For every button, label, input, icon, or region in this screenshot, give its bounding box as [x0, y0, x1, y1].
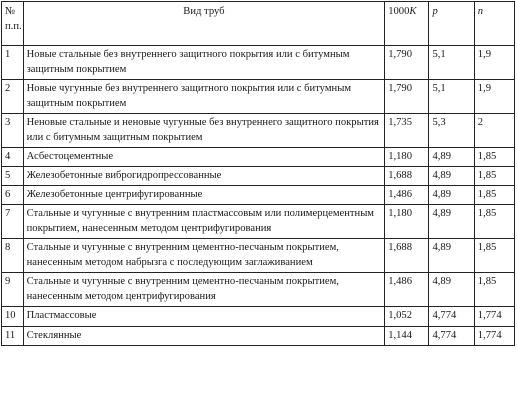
coefficient-n-cell: 1,85 [474, 273, 514, 307]
coefficient-k-cell: 1,144 [385, 326, 429, 345]
row-number-cell: 3 [2, 114, 24, 148]
table-row [2, 148, 515, 167]
table-row [2, 326, 515, 345]
coefficient-k-cell: 1,688 [385, 167, 429, 186]
table-row [2, 167, 515, 186]
coefficient-p-cell: 4,89 [429, 186, 474, 205]
row-number-cell: 10 [2, 307, 24, 326]
coefficient-k-cell: 1,790 [385, 46, 429, 80]
pipe-type-cell: Новые чугунные без внутреннего защитного покрытия или с битумным защитным покрытием [23, 80, 385, 114]
table-row [2, 205, 515, 239]
pipe-type-cell: Железобетонные виброгидропрессованные [23, 167, 385, 186]
row-number-cell: 5 [2, 167, 24, 186]
pipe-type-cell: Стальные и чугунные с внутренним цементно-песчаным покрытием, нанесенным методом центрифугирования [23, 273, 385, 307]
header-coefficient-k [385, 2, 429, 46]
coefficient-n-cell: 1,774 [474, 326, 514, 345]
coefficient-p-cell: 4,89 [429, 167, 474, 186]
coefficient-p-cell: 5,1 [429, 46, 474, 80]
row-number-cell: 9 [2, 273, 24, 307]
table-row [2, 80, 515, 114]
coefficient-p-cell: 4,89 [429, 239, 474, 273]
coefficient-n-cell: 2 [474, 114, 514, 148]
pipe-type-cell: Пластмассовые [23, 307, 385, 326]
header-number-abbrev: п.п. [5, 21, 22, 33]
pipe-type-cell: Новые стальные без внутреннего защитного покрытия или с битумным защитным покрытием [23, 46, 385, 80]
coefficient-n-cell: 1,85 [474, 239, 514, 273]
header-coefficient-n: n [474, 2, 514, 46]
coefficient-p-cell: 5,1 [429, 80, 474, 114]
coefficient-n-cell: 1,9 [474, 80, 514, 114]
header-coefficient-p: p [429, 2, 474, 46]
pipe-type-cell: Стальные и чугунные с внутренним пластмассовым или полимерцементным покрытием, нанесенным методом центрифугирования [23, 205, 385, 239]
coefficient-k-cell: 1,180 [385, 148, 429, 167]
coefficient-k-cell: 1,688 [385, 239, 429, 273]
header-number-symbol: № [5, 6, 16, 17]
coefficient-k-cell: 1,790 [385, 80, 429, 114]
coefficient-p-cell: 4,89 [429, 148, 474, 167]
pipe-coefficients-table [1, 1, 515, 346]
coefficient-n-cell: 1,85 [474, 205, 514, 239]
header-number [2, 2, 24, 46]
coefficient-k-cell: 1,486 [385, 186, 429, 205]
coefficient-k-cell: 1,052 [385, 307, 429, 326]
coefficient-k-cell: 1,486 [385, 273, 429, 307]
row-number-cell: 4 [2, 148, 24, 167]
table-row [2, 114, 515, 148]
row-number-cell: 7 [2, 205, 24, 239]
coefficient-n-cell: 1,85 [474, 167, 514, 186]
row-number-cell: 11 [2, 326, 24, 345]
coefficient-n-cell: 1,85 [474, 148, 514, 167]
coefficient-p-cell: 5,3 [429, 114, 474, 148]
table-row [2, 46, 515, 80]
header-k-prefix: 1000 [388, 6, 410, 17]
coefficient-k-cell: 1,180 [385, 205, 429, 239]
pipe-type-cell: Железобетонные центрифугированные [23, 186, 385, 205]
table-header-row [2, 2, 515, 46]
coefficient-p-cell: 4,774 [429, 326, 474, 345]
coefficient-k-cell: 1,735 [385, 114, 429, 148]
coefficient-p-cell: 4,89 [429, 205, 474, 239]
header-k-variable: K [409, 6, 417, 17]
header-pipe-type: Вид труб [23, 2, 385, 46]
coefficient-n-cell: 1,85 [474, 186, 514, 205]
row-number-cell: 1 [2, 46, 24, 80]
pipe-type-cell: Асбестоцементные [23, 148, 385, 167]
table-body [2, 46, 515, 346]
pipe-type-cell: Стальные и чугунные с внутренним цементно-песчаным покрытием, нанесенным методом набрызга с последующим заглаживанием [23, 239, 385, 273]
row-number-cell: 6 [2, 186, 24, 205]
row-number-cell: 2 [2, 80, 24, 114]
coefficient-n-cell: 1,774 [474, 307, 514, 326]
table-row [2, 307, 515, 326]
coefficient-p-cell: 4,774 [429, 307, 474, 326]
pipe-type-cell: Неновые стальные и неновые чугунные без внутреннего защитного покрытия или с битумным защитным покрытием [23, 114, 385, 148]
table-row [2, 239, 515, 273]
coefficient-n-cell: 1,9 [474, 46, 514, 80]
table-row [2, 186, 515, 205]
coefficient-p-cell: 4,89 [429, 273, 474, 307]
row-number-cell: 8 [2, 239, 24, 273]
table-row [2, 273, 515, 307]
pipe-type-cell: Стеклянные [23, 326, 385, 345]
